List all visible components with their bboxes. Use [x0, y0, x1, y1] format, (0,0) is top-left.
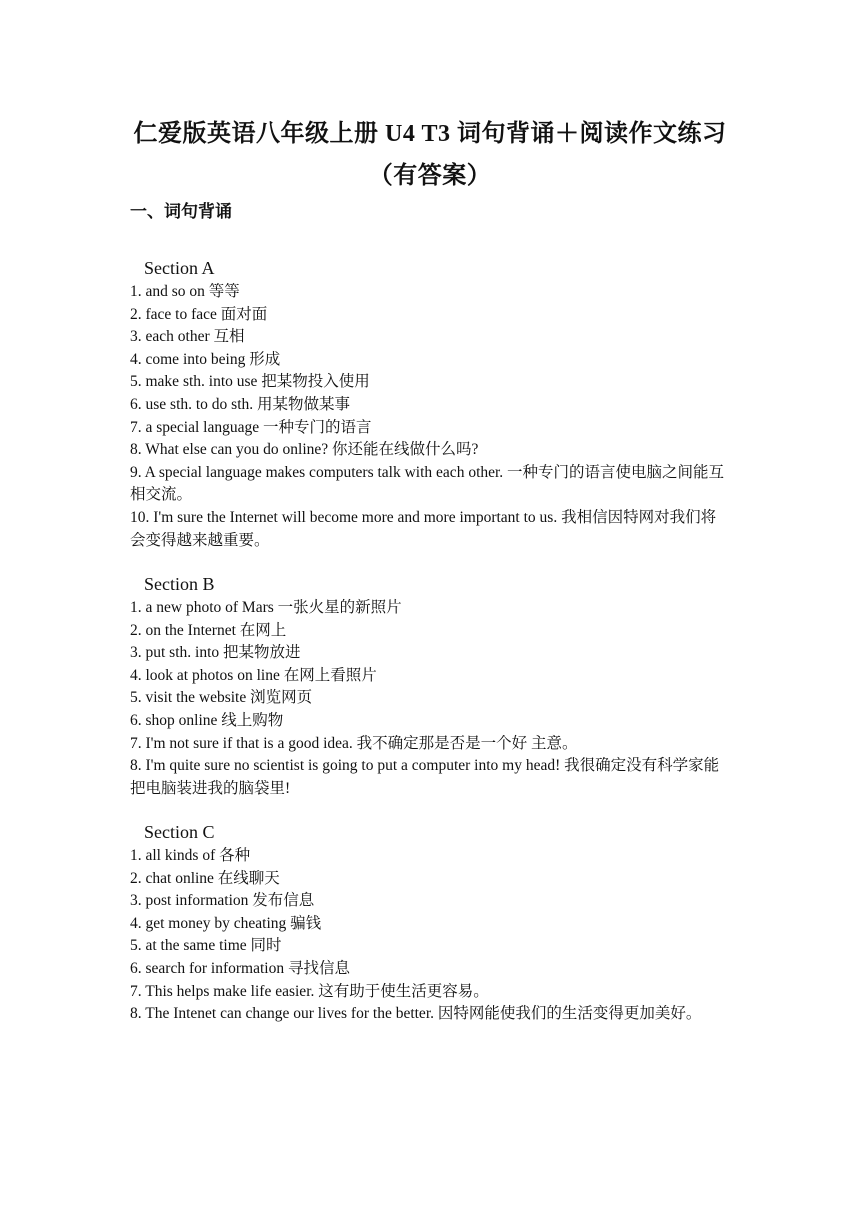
list-item: 7. a special language 一种专门的语言	[130, 418, 372, 436]
list-item: 3. each other 互相	[130, 328, 245, 346]
section-b	[130, 572, 730, 800]
section-b-heading: Section B	[144, 574, 215, 594]
list-item: 9. A special language makes computers talk with each other. 一种专门的语言使电脑之间能互相交流。	[130, 463, 725, 504]
document-subtitle: （有答案）	[368, 163, 492, 189]
section-c	[130, 820, 730, 1026]
section-a	[130, 256, 730, 552]
list-item: 4. get money by cheating 骗钱	[130, 914, 322, 932]
list-item: 6. use sth. to do sth. 用某物做某事	[130, 395, 351, 413]
list-item: 1. and so on 等等	[130, 283, 240, 300]
list-item: 8. What else can you do online? 你还能在线做什么吗?	[130, 441, 479, 459]
list-item: 7. I'm not sure if that is a good idea. 我不确定那是否是一个好 主意。	[130, 734, 578, 752]
section-c-heading: Section C	[144, 822, 215, 842]
list-item: 8. The Intenet can change our lives for the better. 因特网能使我们的生活变得更加美好。	[130, 1005, 702, 1023]
list-item: 3. post information 发布信息	[130, 892, 315, 910]
list-item: 6. search for information 寻找信息	[130, 959, 350, 977]
list-item: 2. on the Internet 在网上	[130, 621, 287, 639]
list-item: 2. chat online 在线聊天	[130, 869, 280, 887]
list-item: 5. at the same time 同时	[130, 937, 282, 955]
part-heading: 一、词句背诵	[130, 202, 232, 221]
list-item: 6. shop online 线上购物	[130, 711, 284, 729]
list-item: 2. face to face 面对面	[130, 305, 268, 323]
list-item: 4. look at photos on line 在网上看照片	[130, 666, 377, 684]
document-title: 仁爱版英语八年级上册 U4 T3 词句背诵＋阅读作文练习	[133, 121, 727, 147]
list-item: 4. come into being 形成	[130, 350, 281, 368]
list-item: 10. I'm sure the Internet will become more and more important to us. 我相信因特网对我们将会变得越来越重要。	[130, 508, 717, 549]
list-item: 5. make sth. into use 把某物投入使用	[130, 373, 370, 391]
list-item: 7. This helps make life easier. 这有助于使生活更容易。	[130, 982, 489, 1000]
list-item: 8. I'm quite sure no scientist is going to put a computer into my head! 我很确定没有科学家能把电脑装进我的脑袋里!	[130, 757, 720, 797]
section-a-heading: Section A	[144, 258, 215, 278]
list-item: 3. put sth. into 把某物放进	[130, 644, 301, 662]
list-item: 1. a new photo of Mars 一张火星的新照片	[130, 599, 402, 616]
list-item: 1. all kinds of 各种	[130, 847, 251, 864]
list-item: 5. visit the website 浏览网页	[130, 689, 313, 707]
